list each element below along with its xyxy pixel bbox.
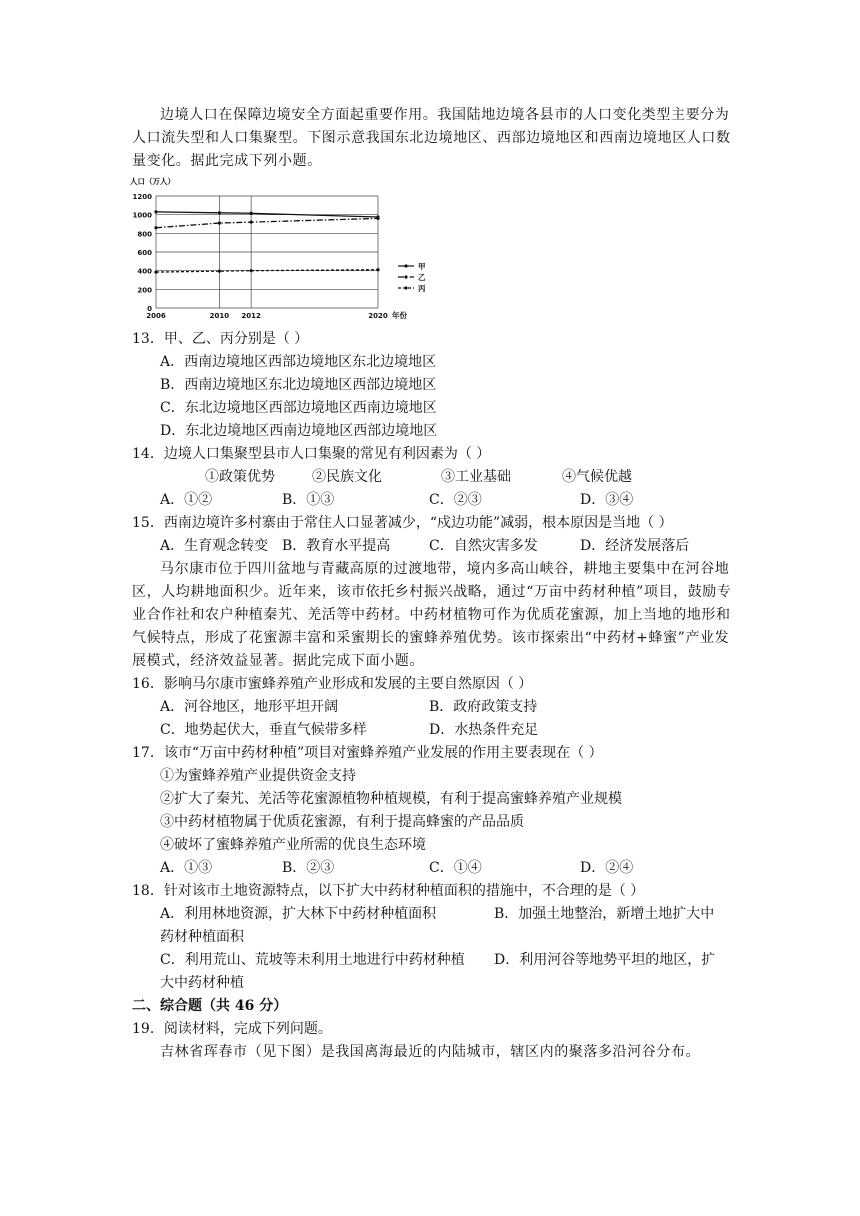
q18-option-b: B．加强土地整治，新增土地扩大中 bbox=[494, 906, 715, 922]
q15-option-d: D．经济发展落后 bbox=[580, 538, 690, 554]
q14-item-1: ①政策优势 bbox=[205, 469, 275, 485]
data-point-甲-2012 bbox=[250, 212, 253, 215]
x-tick-label: 2012 bbox=[241, 312, 261, 320]
q17-option-b: B．②③ bbox=[282, 860, 335, 876]
q13-option-c: C．东北边境地区西部边境地区西南边境地区 bbox=[160, 400, 437, 416]
q19-stem: 19．阅读材料，完成下列问题。 bbox=[132, 1021, 332, 1037]
data-point-乙-2006 bbox=[154, 226, 157, 229]
q15-option-b: B．教育水平提高 bbox=[282, 538, 391, 554]
legend-label-甲: 甲 bbox=[418, 262, 426, 271]
legend-marker-乙 bbox=[404, 275, 407, 278]
legend-label-丙: 丙 bbox=[418, 284, 426, 293]
q18-option-d: D．利用河谷等地势平坦的地区，扩 bbox=[494, 952, 716, 968]
q14-item-3: ③工业基础 bbox=[441, 469, 511, 485]
q18-stem: 18．针对该市土地资源特点，以下扩大中药材种植面积的措施中，不合理的是（ ） bbox=[132, 883, 645, 899]
q17-item-1: ①为蜜蜂养殖产业提供资金支持 bbox=[160, 768, 356, 784]
q15-option-c: C．自然灾害多发 bbox=[429, 538, 538, 554]
q17-option-d: D．②④ bbox=[580, 860, 634, 876]
q13-option-d: D．东北边境地区西南边境地区西部边境地区 bbox=[160, 423, 438, 439]
intro-paragraph-1: 边境人口在保障边境安全方面起重要作用。我国陆地边境各县市的人口变化类型主要分为人口流失型和人口集聚型。下图示意我国东北边境地区、西部边境地区和西南边境地区人口数量变化。据此完成下列小题。 bbox=[132, 107, 731, 169]
q16-option-c: C．地势起伏大，垂直气候带多样 bbox=[160, 722, 367, 738]
section-2-heading: 二、综合题（共 46 分） bbox=[132, 998, 288, 1014]
q18-option-c: C．利用荒山、荒坡等未利用土地进行中药材种植 bbox=[160, 952, 465, 968]
q18-option-b-cont: 药材种植面积 bbox=[160, 929, 244, 945]
q14-option-a: A．①② bbox=[160, 492, 213, 508]
q17-stem: 17．该市“万亩中药材种植”项目对蜜蜂养殖产业发展的作用主要表现在（ ） bbox=[132, 745, 603, 761]
q17-item-2: ②扩大了秦艽、羌活等花蜜源植物种植规模，有利于提高蜜蜂养殖产业规模 bbox=[160, 791, 622, 807]
q14-option-b: B．①③ bbox=[282, 492, 335, 508]
x-tick-label: 2006 bbox=[146, 312, 166, 320]
x-axis-label: 年份 bbox=[392, 311, 407, 320]
data-point-乙-2010 bbox=[218, 221, 221, 224]
q13-option-b: B．西南边境地区东北边境地区西部边境地区 bbox=[160, 377, 437, 393]
q18-option-d-cont: 大中药材种植 bbox=[160, 975, 244, 991]
q16-option-b: B．政府政策支持 bbox=[429, 699, 538, 715]
q13-stem: 13．甲、乙、丙分别是（ ） bbox=[132, 331, 309, 347]
q17-option-a: A．①③ bbox=[160, 860, 213, 876]
q17-item-3: ③中药材植物属于优质花蜜源，有利于提高蜂蜜的产品品质 bbox=[160, 814, 524, 830]
data-point-甲-2010 bbox=[218, 211, 221, 214]
y-tick-label: 800 bbox=[137, 230, 152, 239]
x-tick-label: 2010 bbox=[209, 312, 230, 320]
q19-intro: 吉林省珲春市（见下图）是我国离海最近的内陆城市，辖区内的聚落多沿河谷分布。 bbox=[160, 1044, 701, 1060]
q14-item-2: ②民族文化 bbox=[312, 469, 382, 485]
data-point-丙-2012 bbox=[250, 269, 253, 272]
data-point-丙-2006 bbox=[154, 270, 157, 273]
q14-item-4: ④气候优越 bbox=[562, 469, 632, 485]
q14-option-c: C．②③ bbox=[429, 492, 482, 508]
data-point-乙-2012 bbox=[250, 221, 253, 224]
population-line-chart bbox=[128, 174, 438, 326]
intro-paragraph-2: 马尔康市位于四川盆地与青藏高原的过渡地带，境内多高山峡谷，耕地主要集中在河谷地区，人均耕地面积少。近年来，该市依托乡村振兴战略，通过“万亩中药材种植”项目，鼓励专业合作社和农户种植秦艽、羌活等中药材。中药材植物可作为优质花蜜源，加上当地的地形和气候特点，形成了花蜜源丰富和采蜜期长的蜜蜂养殖优势。该市探索出“中药材+蜂蜜”产业发展模式，经济效益显著。据此完成下面小题。 bbox=[132, 561, 732, 669]
q17-item-4: ④破坏了蜜蜂养殖产业所需的优良生态环境 bbox=[160, 837, 426, 853]
legend-label-乙: 乙 bbox=[418, 273, 426, 282]
q16-stem: 16．影响马尔康市蜜蜂养殖产业形成和发展的主要自然原因（ ） bbox=[132, 676, 533, 692]
q15-option-a: A．生育观念转变 bbox=[160, 538, 269, 554]
legend-marker-甲 bbox=[404, 264, 407, 267]
q13-option-a: A．西南边境地区西部边境地区东北边境地区 bbox=[160, 354, 437, 370]
data-point-丙-2020 bbox=[376, 268, 379, 271]
y-tick-label: 400 bbox=[137, 267, 152, 276]
q16-option-a: A．河谷地区，地形平坦开阔 bbox=[160, 699, 339, 715]
data-point-乙-2020 bbox=[376, 217, 379, 220]
q17-option-c: C．①④ bbox=[429, 860, 482, 876]
data-point-甲-2006 bbox=[154, 210, 157, 213]
x-tick-label: 2020 bbox=[368, 312, 388, 320]
data-point-丙-2010 bbox=[218, 270, 221, 273]
y-tick-label: 1200 bbox=[132, 193, 152, 201]
y-tick-label: 1000 bbox=[132, 211, 152, 220]
legend-marker-丙 bbox=[404, 286, 407, 289]
q18-option-a: A．利用林地资源，扩大林下中药材种植面积 bbox=[160, 906, 437, 922]
q16-option-d: D．水热条件充足 bbox=[429, 722, 539, 738]
y-tick-label: 0 bbox=[147, 305, 152, 313]
q14-stem: 14．边境人口集聚型县市人口集聚的常见有利因素为（ ） bbox=[132, 446, 491, 462]
y-tick-label: 200 bbox=[137, 286, 152, 295]
q15-stem: 15．西南边境许多村寨由于常住人口显著减少，“戍边功能”减弱，根本原因是当地（ ） bbox=[132, 515, 673, 531]
series-line-乙 bbox=[156, 218, 378, 227]
y-tick-label: 600 bbox=[137, 249, 152, 257]
y-axis-label: 人口（万人） bbox=[130, 177, 175, 186]
q14-option-d: D．③④ bbox=[580, 492, 634, 508]
